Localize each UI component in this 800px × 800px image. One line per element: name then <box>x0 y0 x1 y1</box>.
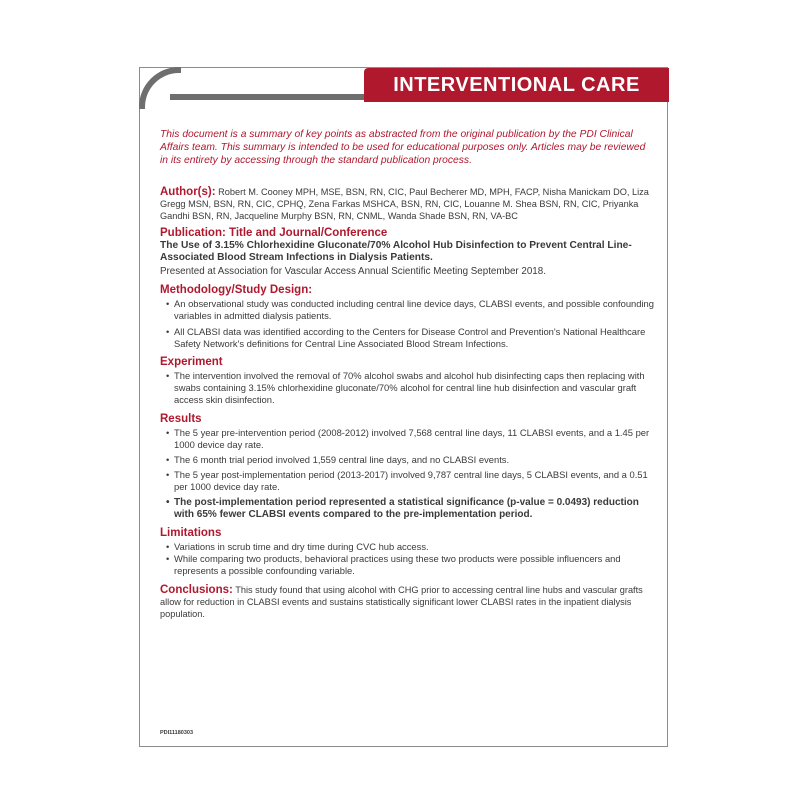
list-item: • The 5 year pre-intervention period (2008-2012) involved 7,568 central line days, 11 CLABSI events, and a 1.45 per 1000 device day rate. <box>160 427 656 451</box>
experiment-heading: Experiment <box>160 356 223 369</box>
document-id: PDI11180303 <box>160 730 194 736</box>
publication-presented: Presented at Association for Vascular Access Annual Scientific Meeting September 2018. <box>160 266 546 278</box>
disclaimer-text: This document is a summary of key points as abstracted from the original publication by the PDI Clinical Affairs team. This summary is intended to be used for educational purposes only. Articles may be reviewed in its entirety by accessing through the standard publication process. <box>160 129 646 167</box>
publication-title: The Use of 3.15% Chlorhexidine Gluconate/70% Alcohol Hub Disinfection to Prevent Central Line-Associated Blood Stream Infections in Dialysis Patients. <box>160 239 632 263</box>
results-list <box>160 427 656 521</box>
authors-label: Author(s): <box>160 185 216 198</box>
methodology-heading: Methodology/Study Design: <box>160 284 313 297</box>
document-content <box>160 128 656 620</box>
publication-heading: Publication: Title and Journal/Conference <box>160 226 388 239</box>
list-item: • Variations in scrub time and dry time during CVC hub access. <box>160 541 656 553</box>
list-item: • While comparing two products, behavioral practices using these two products were possible influencers and represents a possible confounding variable. <box>160 553 656 577</box>
authors-block <box>160 186 656 222</box>
conclusions-block <box>160 584 656 620</box>
corner-decoration <box>139 67 181 109</box>
results-heading: Results <box>160 412 202 425</box>
list-item: • The 5 year post-implementation period (2013-2017) involved 9,787 central line days, 5 CLABSI events, and a 0.51 per 1000 device day rate. <box>160 469 656 493</box>
conclusions-label: Conclusions: <box>160 583 233 596</box>
list-item: • An observational study was conducted including central line device days, CLABSI events, and possible confounding variables in admitted dialysis patients. <box>160 298 656 322</box>
experiment-list <box>160 370 656 407</box>
list-item: • All CLABSI data was identified according to the Centers for Disease Control and Prevention's National Healthcare Safety Network's definitions for Central Line Associated Blood Stream Infections. <box>160 326 656 350</box>
list-item: • The 6 month trial period involved 1,559 central line days, and no CLABSI events. <box>160 454 656 466</box>
list-item: • The post-implementation period represented a statistical significance (p-value = 0.0493) reduction with 65% fewer CLABSI events compared to the pre-implementation period. <box>160 497 656 521</box>
limitations-heading: Limitations <box>160 527 222 540</box>
list-item: • The intervention involved the removal of 70% alcohol swabs and alcohol hub disinfecting caps then replacing with swabs containing 3.15% chlorhexidine gluconate/70% alcohol for central line hub disinfection and vascular graft access skin disinfection. <box>160 370 656 407</box>
methodology-list <box>160 298 656 350</box>
authors-text: Robert M. Cooney MPH, MSE, BSN, RN, CIC, Paul Becherer MD, MPH, FACP, Nisha Manickam DO, Liza Gregg MSN, BSN, RN, CIC, CPHQ, Zena Farkas MSHCA, BSN, RN, CIC, Louanne M. Shea BSN, RN, CIC, Priyanka Gandhi BSN, RN, Jacqueline Murphy BSN, RN, CNML, Wanda Shade BSN, RN, VA-BC <box>160 186 649 221</box>
conclusions-text: This study found that using alcohol with CHG prior to accessing central line hubs and vascular grafts allow for reduction in CLABSI events and sustains statistically significant lower CLABSI rates in the inpatient dialysis population. <box>160 584 643 619</box>
banner-title: INTERVENTIONAL CARE <box>364 68 669 102</box>
document-page <box>139 67 668 747</box>
limitations-list <box>160 541 656 578</box>
